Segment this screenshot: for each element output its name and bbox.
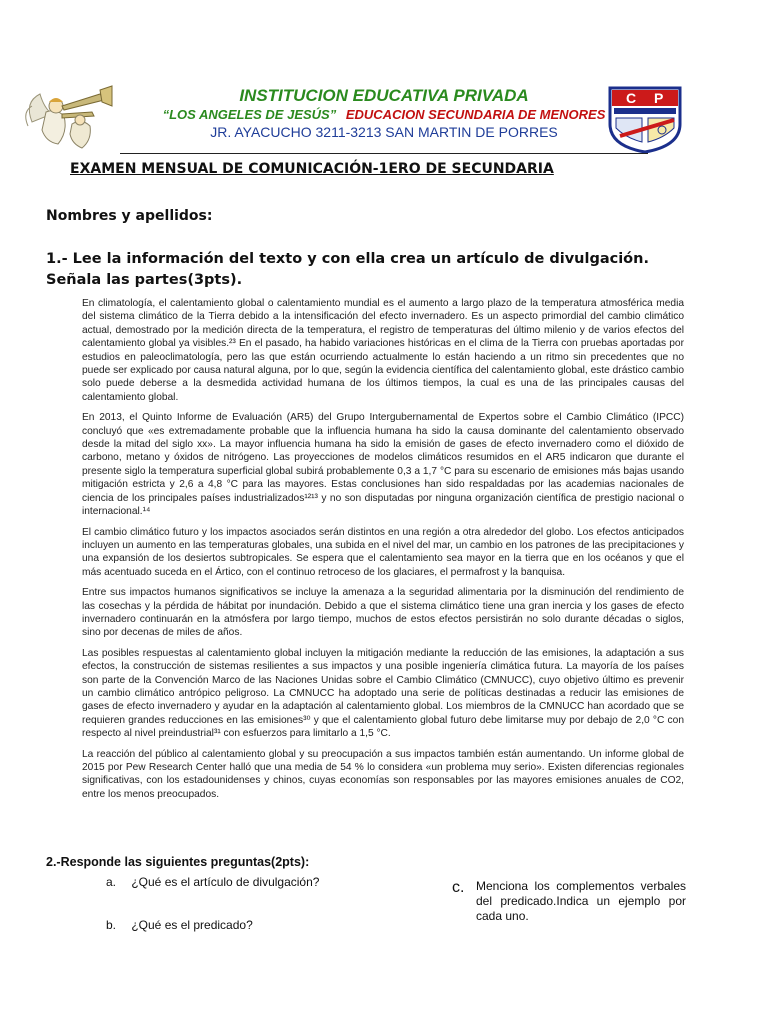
question-2a — [106, 875, 319, 889]
item-text: ¿Qué es el predicado? — [131, 918, 253, 932]
school-name: “LOS ANGELES DE JESÚS” — [162, 107, 337, 122]
item-text: ¿Qué es el artículo de divulgación? — [131, 875, 320, 889]
crest-letter-c: C — [626, 90, 637, 106]
paragraph: Las posibles respuestas al calentamiento global incluyen la mitigación mediante la reducción de las emisiones, la adaptación a sus efectos, la construcción de sistemas resilientes a sus impactos y una posible ingeniería climática futura. La mayoría de los países son parte de la Convención Marco de las Naciones Unidas sobre el Cambio Climático (CMNUCC), cuyo objetivo último es prevenir un cambio climático antrópico peligroso. La CMNUCC ha adoptado una serie de políticas destinadas a reducir las emisiones de gases de efecto invernadero y ayudar en la adaptación al calentamiento global. Los miembros de la CMNUCC han acordado que se requieren grandes reducciones en las emisiones³⁰ y que el calentamiento global futuro debe limitarse muy por debajo de 2,0 °C con respecto al nivel preindustrial³¹ con esfuerzos para limitarlo a 1,5 °C. — [82, 647, 684, 740]
question-2-title: 2.-Responde las siguientes preguntas(2pts): — [46, 855, 310, 869]
paragraph: La reacción del público al calentamiento global y su preocupación a sus impactos también están aumentando. Un informe global de 2015 por Pew Research Center halló que una media de 54 % lo considera «un problema muy serio». Existen diferencias regionales significativas, con los estadounidenses y chinos, cuyas economías son responsables por las mayores emisiones anuales de CO2, entre los menos preocupados. — [82, 748, 684, 800]
item-letter: c. — [452, 879, 465, 896]
school-address: JR. AYACUCHO 3211-3213 SAN MARTIN DE PORRES — [210, 124, 558, 140]
school-line — [0, 107, 768, 122]
institution-title: INSTITUCION EDUCATIVA PRIVADA — [239, 86, 529, 105]
names-label: Nombres y apellidos: — [46, 208, 213, 224]
paragraph: En 2013, el Quinto Informe de Evaluación (AR5) del Grupo Intergubernamental de Expertos sobre el Cambio Climático (IPCC) concluyó que «es extremadamente probable que la influencia humana ha sido la causa dominante del calentamiento observado desde la mitad del siglo xx». La mayor influencia humana ha sido la emisión de gases de efecto invernadero como el dióxido de carbono, metano y óxidos de nitrógeno. Las proyecciones de modelos climáticos resumidos en el AR5 indicaron que durante el presente siglo la temperatura superficial global subirá probablemente 0,3 a 1,7 °C para su escenario de emisiones más bajas usando mitigación estricta y 2,6 a 4,8 °C para las mayores. Estas conclusiones han sido respaldadas por las academias nacionales de ciencia de los principales países industrializados¹²¹³ y no son disputadas por ninguna organización científica de prestigio nacional o internacional.¹⁴ — [82, 412, 684, 518]
header-divider — [120, 153, 648, 154]
item-letter: a. — [106, 875, 117, 889]
question-2c: Menciona los complementos verbales del predicado.Indica un ejemplo por cada uno. — [476, 879, 686, 923]
reading-text — [82, 297, 684, 808]
paragraph: El cambio climático futuro y los impactos asociados serán distintos en una región a otra alrededor del globo. Los efectos anticipados incluyen un aumento en las temperaturas globales, una subida en el nivel del mar, un cambio en los patrones de las precipitaciones y una expansión de los desiertos subtropicales. Se espera que el calentamiento sea mayor en la tierra que en los océanos y que el más acentuado suceda en el Ártico, con el continuo retroceso de los glaciares, el permafrost y la banquisa. — [82, 526, 684, 578]
question-2b — [106, 918, 253, 932]
question-1: 1.- Lee la información del texto y con ella crea un artículo de divulgación. Señala las partes(3pts). — [46, 251, 649, 288]
question-2c-letter — [452, 879, 464, 897]
paragraph: En climatología, el calentamiento global o calentamiento mundial es el aumento a largo plazo de la temperatura atmosférica media del sistema climático de la Tierra debido a la intensificación del efecto invernadero. Es un aspecto primordial del cambio climático actual, demostrado por la medición directa de la temperatura, el registro de temperaturas del último milenio y de varios efectos del calentamiento global ya visibles.²³ En el pasado, ha habido variaciones históricas en el clima de la Tierra con pruebas aportadas por estudios en paleoclimatología, pero las que están ocurriendo actualmente lo están haciendo a un ritmo sin precedentes que no puede ser explicado por causa natural alguna, por lo que, según la evidencia científica del calentamiento global, este drástico cambio solo puede deberse a la desmedida actividad humana de los últimos tiempos, la cual es una de las principales causas del calentamiento global. — [82, 298, 685, 403]
exam-title: EXAMEN MENSUAL DE COMUNICACIÓN-1ERO DE SECUNDARIA — [70, 161, 554, 177]
crest-letter-p: P — [654, 90, 664, 106]
paragraph: Entre sus impactos humanos significativos se incluye la amenaza a la seguridad alimentaria por la disminución del rendimiento de las cosechas y la pérdida de hábitat por inundación. Debido a que el sistema climático tiene una gran inercia y los gases de efecto invernadero continuarán en la atmósfera por largo tiempo, muchos de estos efectos persistirán no solo durante décadas o siglos, sino por decenas de miles de años. — [82, 587, 684, 639]
school-level: EDUCACION SECUNDARIA DE MENORES — [345, 107, 606, 122]
item-letter: b. — [106, 918, 117, 932]
